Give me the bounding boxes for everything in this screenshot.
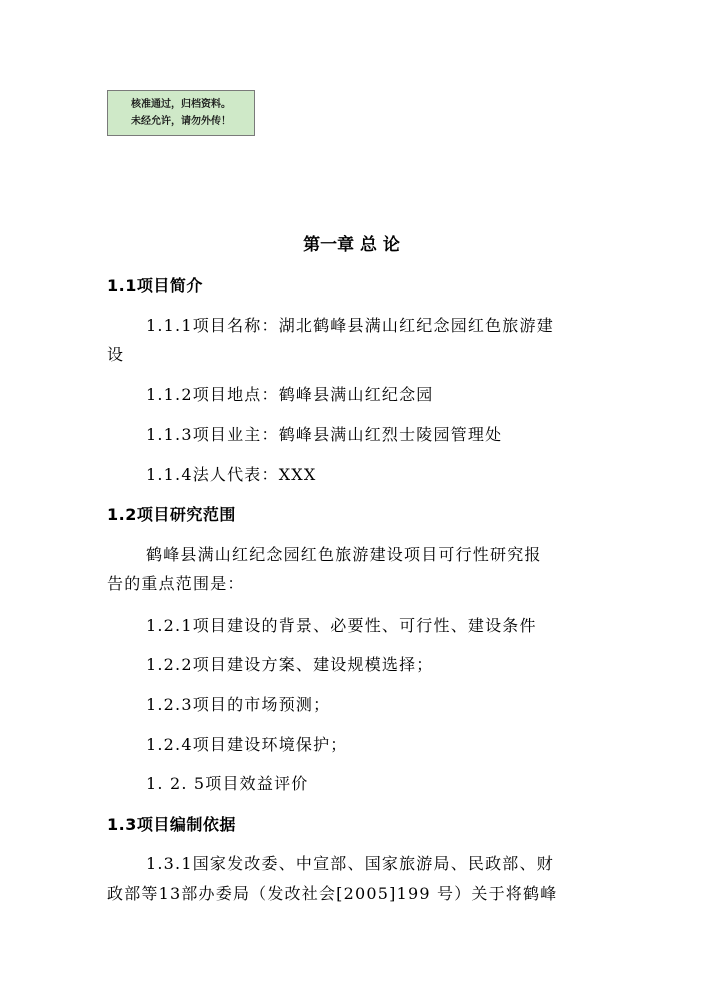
item-1-3-1-line-1: 1.3.1国家发改委、中宣部、国家旅游局、民政部、财 <box>146 854 554 873</box>
item-1-1-1-line-2: 设 <box>107 345 125 364</box>
section-heading-1-1: 1.1项目简介 <box>107 276 203 295</box>
chapter-title: 第一章 总 论 <box>303 235 400 255</box>
approval-stamp <box>107 90 255 136</box>
item-1-2-3: 1.2.3项目的市场预测； <box>146 695 331 714</box>
stamp-line-1: 核准通过，归档资料。 <box>131 99 231 110</box>
paragraph-1-2-line-2: 告的重点范围是： <box>107 574 245 593</box>
item-1-2-5: 1. 2. 5项目效益评价 <box>146 774 309 793</box>
item-1-1-3: 1.1.3项目业主：鹤峰县满山红烈士陵园管理处 <box>146 425 503 444</box>
section-heading-1-3: 1.3项目编制依据 <box>107 815 236 834</box>
stamp-line-2: 未经允许，请勿外传！ <box>131 116 231 127</box>
item-1-2-2: 1.2.2项目建设方案、建设规模选择； <box>146 655 434 674</box>
paragraph-1-2-line-1: 鹤峰县满山红纪念园红色旅游建设项目可行性研究报 <box>146 545 542 564</box>
item-1-2-1: 1.2.1项目建设的背景、必要性、可行性、建设条件 <box>146 616 537 635</box>
item-1-1-1-line-1: 1.1.1项目名称：湖北鹤峰县满山红纪念园红色旅游建 <box>146 316 554 335</box>
item-1-2-4: 1.2.4项目建设环境保护； <box>146 735 348 754</box>
item-1-1-4: 1.1.4法人代表：XXX <box>146 465 317 484</box>
item-1-1-2: 1.1.2项目地点：鹤峰县满山红纪念园 <box>146 385 434 404</box>
item-1-3-1-line-2: 政部等13部办委局（发改社会[2005]199 号）关于将鹤峰 <box>107 884 558 903</box>
section-heading-1-2: 1.2项目研究范围 <box>107 505 236 524</box>
